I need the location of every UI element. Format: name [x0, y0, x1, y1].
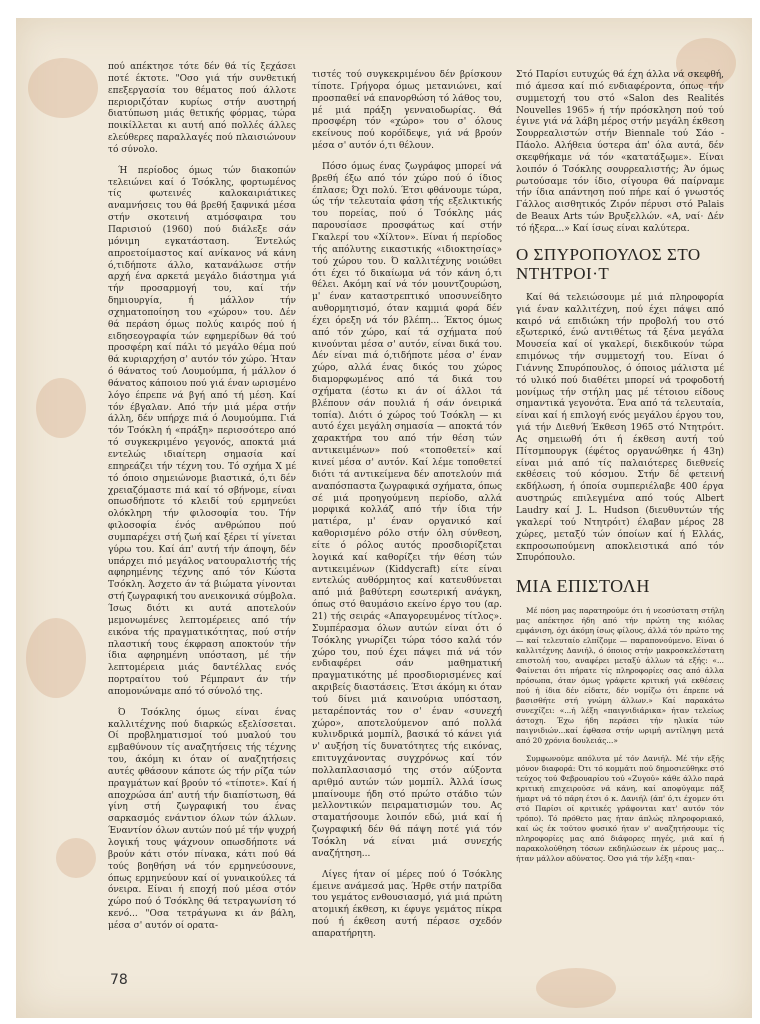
paragraph: Καί θά τελειώσουμε μέ μιά πληροφορία γιά έναν καλλιτέχνη, πού έχει πάψει από καιρό νά επιδιώκη τήν προβολή του στό εξωτερικό, ένώ αντιθέτως τά ξένα μεγάλα Μουσεία καί οί γκαλερί, διεκδικούν τώρα επιμόνως τήν συμμετοχή του. Είναι ό Γιάννης Σπυρόπουλος, ό όποιος μάλιστα μέ τό υλικό πού διαθέτει μπορεί νά τροφοδοτή μονίμως τήν στήλη μας μέ τέτοιου είδους σημαντικά γεγονότα. Ένα από τά τελευταία, είναι καί ή επιλογή ενός μεγάλου έργου του, γιά τήν Διεθνή Έκθεση 1965 στό Ντητρόιτ. Ας σημειωθή ότι ή έκθεση αυτή τού Πίτσμπουργκ (έφέτος οργανώθηκε ή 43η) είναι μιά από τίς παλαιότερες διεθνείς εκθέσεις τού κόσμου. Στήν δέ φετεινή εκδήλωση, ή όποία συμπεριέλαβε 400 έργα αυστηρώς επιλεγμένα από τούς Albert Laudry καί J. L. Hudson (διευθυντών τής γκαλερί τού Ντητρόιτ) έλαβαν μέρος 28 χώρες, μεταξύ τών όποίων καί ή Ελλάς, εκπροσωπούμενη αποκλειστικά από τόν Σπυρόπουλο.	[516, 292, 724, 564]
paper-stain	[28, 58, 98, 118]
column-1	[108, 62, 296, 942]
section-heading-letter: ΜΙΑ ΕΠΙΣΤΟΛΗ	[516, 576, 650, 597]
paragraph: Πόσο όμως ένας ζωγράφος μπορεί νά βρεθή έξω από τόν χώρο πού ό ίδιος έπλασε; Όχι πολύ. Έτσι φθάνουμε τώρα, ώς τήν τελευταία φάση τής εξελικτικής του πορείας, πού ό Τσόκλης μάς παρουσίασε προσφάτως καί στήν Γκαλερί του «Χίλτον». Είναι ή περίοδος τής απόλυτης εικαστικής «ιδιοκτησίας» τού χώρου του. Ό καλλιτέχνης νοιώθει ότι έχει τό δικαίωμα νά τόν κάνη ό,τι θέλει. Ακόμη καί νά τόν μουντζουρώση, μ' έναν καταστρεπτικό υποσυνείδητο αυθορμητισμό, όταν καμμιά φορά δέν έχει όρεξη νά τόν βλέπη... Έκτος όμως από τόν χώρο, καί τά σχήματα πού κινούνται μέσα σ' αυτόν, είναι δικά του. Δέν είναι πιά ό,τιδήποτε μέσα σ' έναν χώρο, αλλά ένας δικός του χώρος διαμορφωμένος από τά δικά του σχήματα (έστω κι άν οί άλλοι τά βλέπουν σάν πουλιά ή σάν όνειρικά τοπία). Διότι ό χώρος τού Τσόκλη — κι αυτό έχει μεγάλη σημασία — αποκτά τόν χαρακτήρα του από τήν θέση τών αντικειμένων» πού «τοποθετεί» καί κινεί μέσα σ' αυτόν. Καί λέμε τοποθετεί διότι τά αντικείμενα δέν αποτελούν πιά αναπόσπαστα ζωγραφικά σχήματα, όπως σέ μιά προηγούμενη περίοδο, αλλά μορφικά κολλάζ από τήν ίδια τήν ματιέρα, μ' έναν οργανικό καί καθορισμένο ρόλο στήν όλη σύνθεση, είτε ό ρόλος αυτός προσδιορίζεται λογικά καί καθορίζει τήν θέση τών αντικειμένων (Kiddycraft) είτε είναι εντελώς αυθόρμητος καί κατευθύνεται από μιά βαθύτερη εσωτερική ανάγκη, όπως στό θαυμάσιο εκείνο έργο του (αρ. 21) τής σειράς «Απαγορευμένος τίτλος». Συμπέρασμα όλων αυτών είναι ότι ό Τσόκλης γνωρίζει τώρα τόσο καλά τόν χώρο του, πού έχει πάψει πιά νά τόν ενδιαφέρει σάν μαθηματική πραγματικότης μέ προσδιορισμένες καί ακριβείς διαστάσεις. Έτσι άκόμη κι όταν τού δίνει μιά καινούρια υπόσταση, μεταρέποντάς τον σ' έναν «συνεχή χώρο», αποτελούμενον από πολλά κυλινδρικά μομπίλ, βασικά τό κάνει γιά ν' αυξήση τίς δυνατότητες τής εικόνας, επιτυγχάνοντας συγχρόνως καί τόν πολλαπλασιασμό της στόν αύξοντα αριθμό αυτών τών μομπίλ. Άλλά ίσως μπαίνουμε ήδη στό πρώτο στάδιο τών μελλοντικών πειραματισμών του. Ας σταματήσουμε λοιπόν εδώ, μιά καί ή ζωγραφική δέν θά πάψη ποτέ γιά τόν Τσόκλη νά είναι μιά συνεχής αναζήτηση...	[312, 161, 502, 859]
paper-stain	[26, 618, 86, 698]
paragraph: Μέ πόση μας παρατηρούμε ότι ή νεοσύστατη στήλη μας απέκτησε ήδη από τήν πρώτη της κιόλας εμφάνιση, όχι άκόμη ίσως φίλους, άλλά τόν πρώτο της — καί τελευταίο ελπίζομε — παραπονούμενο. Είναι ό καλλιτέχνης Δανιήλ, ό όποιος στήν μακροσκελέστατη επιστολή του, αναφέρει μεταξύ άλλων τά εξής: «... Φαίνεται ότι πήρατε τίς πληροφορίες σας από άλλα πρόσωπα, όταν όμως γράφετε κριτική γιά εκθέσεις πού ή ίδια δέν είδατε, δέν νομίζω ότι έπρεπε νά βασισθήτε στή γνώμη άλλων.» Καί παρακάτω συνεχίζει: «...ή λέξη «παιγνιδιάρικα» ήταν τελείως άστοχη. Έχω ήδη περάσει τήν ηλικία τών παιγνιδιών...καί έφθασα στήν ωριμή αντίληψη μετά από 20 χρόνια δουλειάς...»	[516, 606, 724, 746]
page-number: 78	[110, 972, 128, 988]
paper-stain	[56, 838, 96, 878]
paragraph: πού απέκτησε τότε δέν θά τίς ξεχάσει ποτέ έκτοτε. "Οσο γιά τήν συνθετική επεξεργασία του θέματος πού άλλοτε περιοριζόταν κυρίως στήν αυστηρή διατύπωση μιάς θετικής φόρμας, τώρα ποικίλλεται κι αυτή από πολλές άλλες ελεύθερες παραλλαγές πού πλαισιώνουν τό σύνολο.	[108, 62, 296, 155]
letter-body	[516, 606, 724, 864]
section-heading-spyropoulos: Ο ΣΠΥΡΟΠΟΥΛΟΣ ΣΤΟ ΝΤΗΤΡΟΙ·Τ	[516, 244, 701, 283]
column-3	[516, 70, 724, 872]
paper-stain	[36, 378, 86, 438]
paragraph: Λίγες ήταν οί μέρες πού ό Τσόκλης έμεινε ανάμεσά μας. Ήρθε στήν πατρίδα του γεμάτος ενθουσιασμό, γιά μιά πρώτη ατομική έκθεση, κι έφυγε γεμάτος πίκρα πού ή έκθεση αυτή πέρασε σχεδόν απαρατήρητη.	[312, 869, 502, 939]
column-2	[312, 70, 502, 950]
paragraph: Ό Τσόκλης όμως είναι ένας καλλιτέχνης πού διαρκώς εξελίσσεται. Οί προβληματισμοί τού μυαλού του εμβαθύνουν τίς αναζητήσεις τής τέχνης του, άκόμη κι όταν οί αναζητήσεις αυτές φθάσουν κάποτε ώς τήν ρίζα τών πραγμάτων καί βρούν τό «τίποτε». Καί ή αποχρώσα άπ' αυτή τήν διαπίστωση, θά γίνη στή ζωγραφική του ένας σαρκασμός ενάντιον όλων τών άλλων. Έναντίον όλων αυτών πού μέ τήν ψυχρή λογική τους ψάχνουν οπωσδήποτε νά βρούν κάτι στόν πίνακα, κάτι πού θά τούς βοηθήση νά τόν ερμηνεύσουνε, όπως ερμηνεύουν καί οί γυναικούλες τά όνειρα. Είναι ή εποχή πού μέσα στόν χώρο πού ό Τσόκλης θά τετραγωνίση τό κενό... "Οσα τετράγωνα κι άν βάλη, μέσα σ' αυτόν οί ορατα-	[108, 707, 296, 931]
paragraph: Στό Παρίσι ευτυχώς θά έχη άλλα νά σκεφθή, πιό άμεσα καί πιό ενδιαφέροντα, όπως τήν συμμετοχή του στό «Salon des Realités Nouvelles 1965» ή τήν πρόσκληση πού τού έγινε γιά νά λάβη μέρος στήν μεγάλη έκθεση Σουρρεαλιστών στήν Biennale τού Σάο - Πάολο. Αλήθεια ύστερα άπ' όλα αυτά, δέν σκεφθήκαμε νά τόν «κατατάξωμε». Είναι λοιπόν ό Τσόκλης σουρρεαλιστής; Άν όμως ρωτούσαμε τόν ίδιο, σίγουρα θά παίρναμε τήν ίδια απάντηση πού πήρε καί ό γνωστός Γάλλος αισθητικός Ζιρόν πέρυσι στό Palais de Beaux Arts τών Βρυξελλών. «Α, ναί· Δέν τό ήξερα...» Καί ίσως είναι καλύτερα.	[516, 70, 724, 234]
paragraph: Συμφωνούμε απόλυτα μέ τόν Δανιήλ. Μέ τήν εξής μόνον διαφορά: Ότι τό κομμάτι πού δημοσιεύθηκε στό τεύχος τού Φεβρουαρίου τού «Ζυγού» κάθε άλλο παρά κριτική επιχειρούσε νά κάνη, καί αποφύγαμε πάξ ήμαρτ νά τό πάρη έτσι ό κ. Δανιήλ (άπ' ό,τι έχομεν ότι στό Παρίσι οί κριτικές γράφονται κατ' αυτόν τόν τρόπο). Τό πρόθετο μας ήταν άπλώς πληροφοριακό, καί ώς έκ τούτου φυσικό ήταν ν' αναζητήσουμε τίς πληροφορίες μας από διάφορες πηγές, μιά καί ή παρακολούθηση τόσων εκδηλώσεων έκ μέρους μας... ήταν μάλλον αδύνατος. Όσο γιά τήν λέξη «παι-	[516, 754, 724, 864]
paragraph: τιστές τού συγκεκριμένου δέν βρίσκουν τίποτε. Γρήγορα όμως μετανιώνει, καί προσπαθεί νά επανορθώση τό λάθος του, μέ μιά πράξη γενναιοδωρίας. Θά προσφέρη τόν «χώρο» του σ' όλους εκείνους πού κορόϊδεψε, γιά νά βρούν μέσα σ' αυτόν ό,τι θέλουν.	[312, 70, 502, 152]
paragraph: Ή περίοδος όμως τών διακοπών τελειώνει καί ό Τσόκλης, φορτωμένος τίς φωτεινές καλοκαιριάτικες αναμνήσεις του θά βρεθή ξαφνικά μέσα στήν σκοτεινή ατμόσφαιρα του Παρισιού (1960) πού διάλεξε σάν μόνιμη εγκατάσταση. Έντελώς απροετοίμαστος καί ανίκανος νά κάνη ό,τιδήποτε άλλο, κατανάλωσε στήν αρχή ένα αρκετά μεγάλο διάστημα γιά τήν προσαρμογή του, καί τήν δημιουργία, ή μάλλον τήν σχηματοποίηση του «χώρου» του. Δέν θά περάση όμως πολύς καιρός πού ή ειδησεογραφία τών εφημερίδων θά τού προσφέρη καί πάλι τό μεγάλο θέμα πού θά κυριαρχήση σ' αυτόν τόν χώρο. Ήταν ό θάνατος τού Λουμούμπα, ή μάλλον ό θάνατος κάποιου πού γιά έναν ωρισμένο λόγο έπρεπε νά βγή από τή μέση. Καί τόν έβγαλαν. Από τήν μιά μέρα στήν άλλη, δέν υπήρχε πιά ό Λουμούμπα. Γιά τόν Τσόκλη ή «πράξη» περισσότερο από τό συγκεκριμένο γεγονός, αποκτά μιά εντελώς ιδιαίτερη σημασία καί επηρεάζει τήν τέχνη του. Τό σχήμα Χ μέ τό όποιο σημειώνομε βιαστικά, ό,τι δέν χρειαζόμαστε πιά καί τό σβήνομε, είναι οπωσδήποτε τό κλειδί τού ερμηνεύει ολόκληρη τήν φιλοσοφία του. Τήν φιλοσοφία ένός ανθρώπου πού συμπαρέχει στή ζωή καί ξέρει τί γίνεται γύρω του. Καί άπ' αυτή τήν άποψη, δέν υπάρχει πιό μεγάλος νατουραλιστής τής αφηρημένης τέχνης από τόν Κώστα Τσόκλη. Άσχετο άν τά βιώματα γίνονται στή ζωγραφική του ανεικονικά σύμβολα. Ίσως διότι κι αυτά αποτελούν μεμονωμένες λεπτομέρειες από τήν εικόνα τής πραγματικότητας, πού στήν πλαστική τους έκφραση αποκτούν τήν ίδια αφηρημένη υπόσταση, μέ τήν λεπτομέρεια μιάς δαντέλλας ενός πορτραίτου τού Ρέμπραντ άν τήν απομονώναμε από τό σύνολό της.	[108, 165, 296, 697]
paper-stain	[536, 968, 616, 1008]
